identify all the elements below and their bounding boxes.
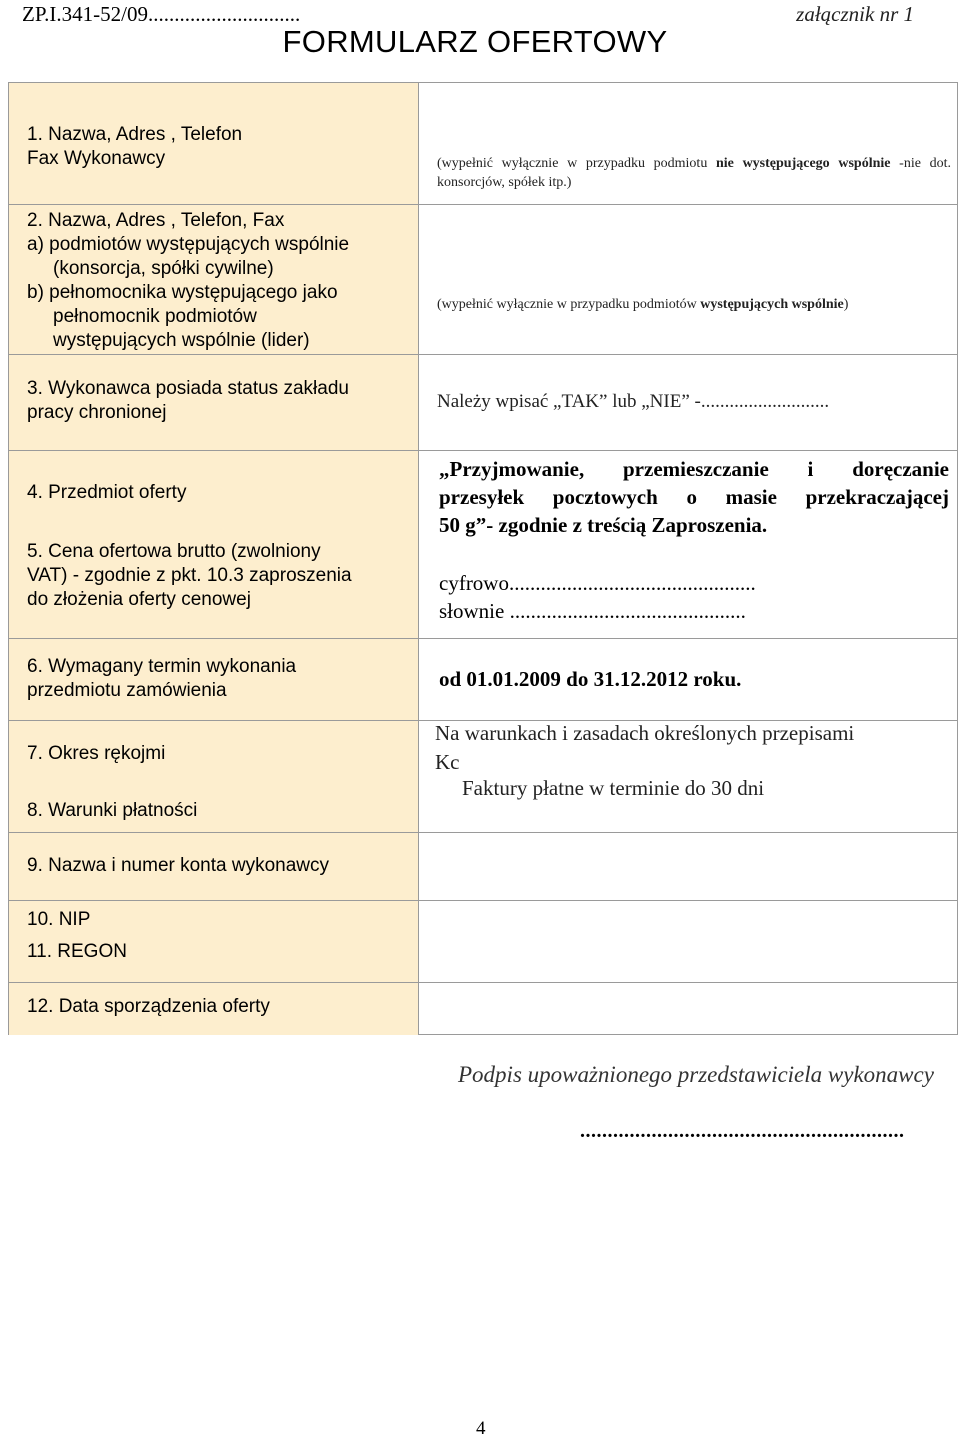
row-4-5-value-cell[interactable] bbox=[419, 451, 957, 639]
payment-terms: Faktury płatne w terminie do 30 dni bbox=[462, 776, 765, 800]
row-6-label-cell bbox=[9, 639, 419, 721]
row-2-value-cell[interactable] bbox=[419, 205, 957, 355]
row-1-label-cell bbox=[9, 83, 419, 205]
row-1-note: (wypełnić wyłącznie w przypadku podmiotu nie występującego wspólnie -nie dot. konsorcjów, spółek itp.) bbox=[437, 156, 952, 190]
row-10-label: 10. NIP bbox=[27, 909, 91, 930]
nip-regon-field[interactable] bbox=[419, 901, 957, 983]
offer-form-table bbox=[8, 82, 958, 1035]
row-3-value-cell[interactable] bbox=[419, 355, 957, 451]
row-2-note: (wypełnić wyłącznie w przypadku podmiotów występujących wspólnie) bbox=[437, 297, 849, 312]
row-4-label: 4. Przedmiot oferty bbox=[27, 482, 187, 503]
form-title: FORMULARZ OFERTOWY bbox=[282, 24, 668, 59]
row-9-label: 9. Nazwa i numer konta wykonawcy bbox=[27, 855, 330, 876]
row-10-11-label-cell bbox=[9, 901, 419, 983]
row-12-label: 12. Data sporządzenia oferty bbox=[27, 996, 270, 1017]
sheltered-status-hint: Należy wpisać „TAK” lub „NIE” -........................... bbox=[437, 391, 830, 412]
row-2-label-cell bbox=[9, 205, 419, 355]
document-reference: ZP.I.341-52/09............................. bbox=[22, 2, 301, 26]
signature-line[interactable]: ........................................................... bbox=[580, 1120, 905, 1142]
row-12-label-cell bbox=[9, 983, 419, 1035]
offer-date-field[interactable] bbox=[419, 983, 957, 1035]
signature-label: Podpis upoważnionego przedstawiciela wykonawcy bbox=[458, 1062, 934, 1087]
row-7-8-value-cell[interactable] bbox=[419, 721, 957, 833]
row-7-label: 7. Okres rękojmi bbox=[27, 743, 166, 764]
row-11-label: 11. REGON bbox=[27, 941, 127, 962]
row-1-label: 1. Nazwa, Adres , Telefon Fax Wykonawcy bbox=[27, 124, 243, 169]
row-6-value-cell[interactable] bbox=[419, 639, 957, 721]
bank-account-field[interactable] bbox=[419, 833, 957, 901]
offer-subject: „Przyjmowanie, przemieszczanie i doręczanie przesyłek pocztowych o masie przekraczającej 50 g”- zgodnie z treścią Zaproszenia. bbox=[439, 457, 949, 537]
row-3-label-cell bbox=[9, 355, 419, 451]
row-6-label: 6. Wymagany termin wykonania przedmiotu zamówienia bbox=[27, 656, 297, 701]
row-9-label-cell bbox=[9, 833, 419, 901]
row-4-5-label-cell bbox=[9, 451, 419, 639]
row-7-8-label-cell bbox=[9, 721, 419, 833]
price-digits-field[interactable]: cyfrowo............................................... bbox=[439, 571, 756, 595]
row-3-label: 3. Wykonawca posiada status zakładu pracy chronionej bbox=[27, 378, 349, 423]
attachment-label: załącznik nr 1 bbox=[796, 2, 914, 26]
price-fields bbox=[439, 569, 756, 625]
row-1-value-cell[interactable] bbox=[419, 83, 957, 205]
row-8-label: 8. Warunki płatności bbox=[27, 800, 198, 821]
completion-term: od 01.01.2009 do 31.12.2012 roku. bbox=[439, 667, 742, 691]
page-number: 4 bbox=[476, 1418, 486, 1439]
warranty-terms: Na warunkach i zasadach określonych przepisami Kc bbox=[435, 721, 855, 774]
row-2-label: 2. Nazwa, Adres , Telefon, Fax a) podmiotów występujących wspólnie (konsorcja, spółki cywilne) b) pełnomocnika występującego jako pełnomocnik podmiotów występujących wspólnie (lider) bbox=[27, 210, 350, 351]
price-words-field[interactable]: słownie ............................................. bbox=[439, 599, 746, 623]
row-5-label: 5. Cena ofertowa brutto (zwolniony VAT) - zgodnie z pkt. 10.3 zaproszenia do złożenia oferty cenowej bbox=[27, 541, 352, 610]
